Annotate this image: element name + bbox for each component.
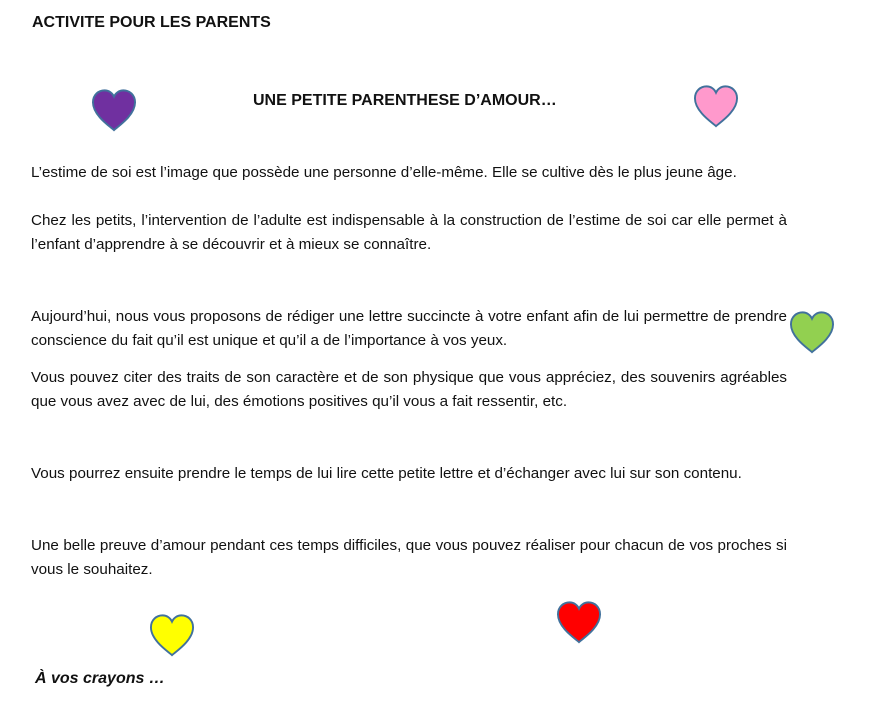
purple-heart-icon xyxy=(90,88,138,132)
paragraph-proof-of-love: Une belle preuve d’amour pendant ces temps difficiles, que vous pouvez réaliser pour chacun de vos proches si vous le souhaitez. xyxy=(31,537,787,578)
green-heart-icon xyxy=(788,310,836,354)
paragraph-read-letter: Vous pourrez ensuite prendre le temps de lui lire cette petite lettre et d’échanger avec lui sur son contenu. xyxy=(31,465,742,482)
pink-heart-icon xyxy=(692,84,740,128)
red-heart-icon xyxy=(555,600,603,644)
paragraph-traits: Vous pouvez citer des traits de son caractère et de son physique que vous appréciez, des souvenirs agréables que vous avez avec de lui, des émotions positives qu’il vous a fait ressentir, etc. xyxy=(31,369,787,410)
paragraph-self-esteem: L’estime de soi est l’image que possède une personne d’elle-même. Elle se cultive dès le plus jeune âge. xyxy=(31,164,737,181)
paragraph-adult-role: Chez les petits, l’intervention de l’adulte est indispensable à la construction de l’estime de soi car elle permet à l’enfant d’apprendre à se découvrir et à mieux se connaître. xyxy=(31,212,787,253)
document-title: UNE PETITE PARENTHESE D’AMOUR… xyxy=(253,92,557,109)
closing-line: À vos crayons … xyxy=(35,670,165,687)
activity-heading: ACTIVITE POUR LES PARENTS xyxy=(32,14,271,31)
paragraph-letter-proposal: Aujourd’hui, nous vous proposons de rédiger une lettre succincte à votre enfant afin de lui permettre de prendre conscience du fait qu’il est unique et qu’il a de l’importance à vos yeux. xyxy=(31,308,787,349)
yellow-heart-icon xyxy=(148,613,196,657)
